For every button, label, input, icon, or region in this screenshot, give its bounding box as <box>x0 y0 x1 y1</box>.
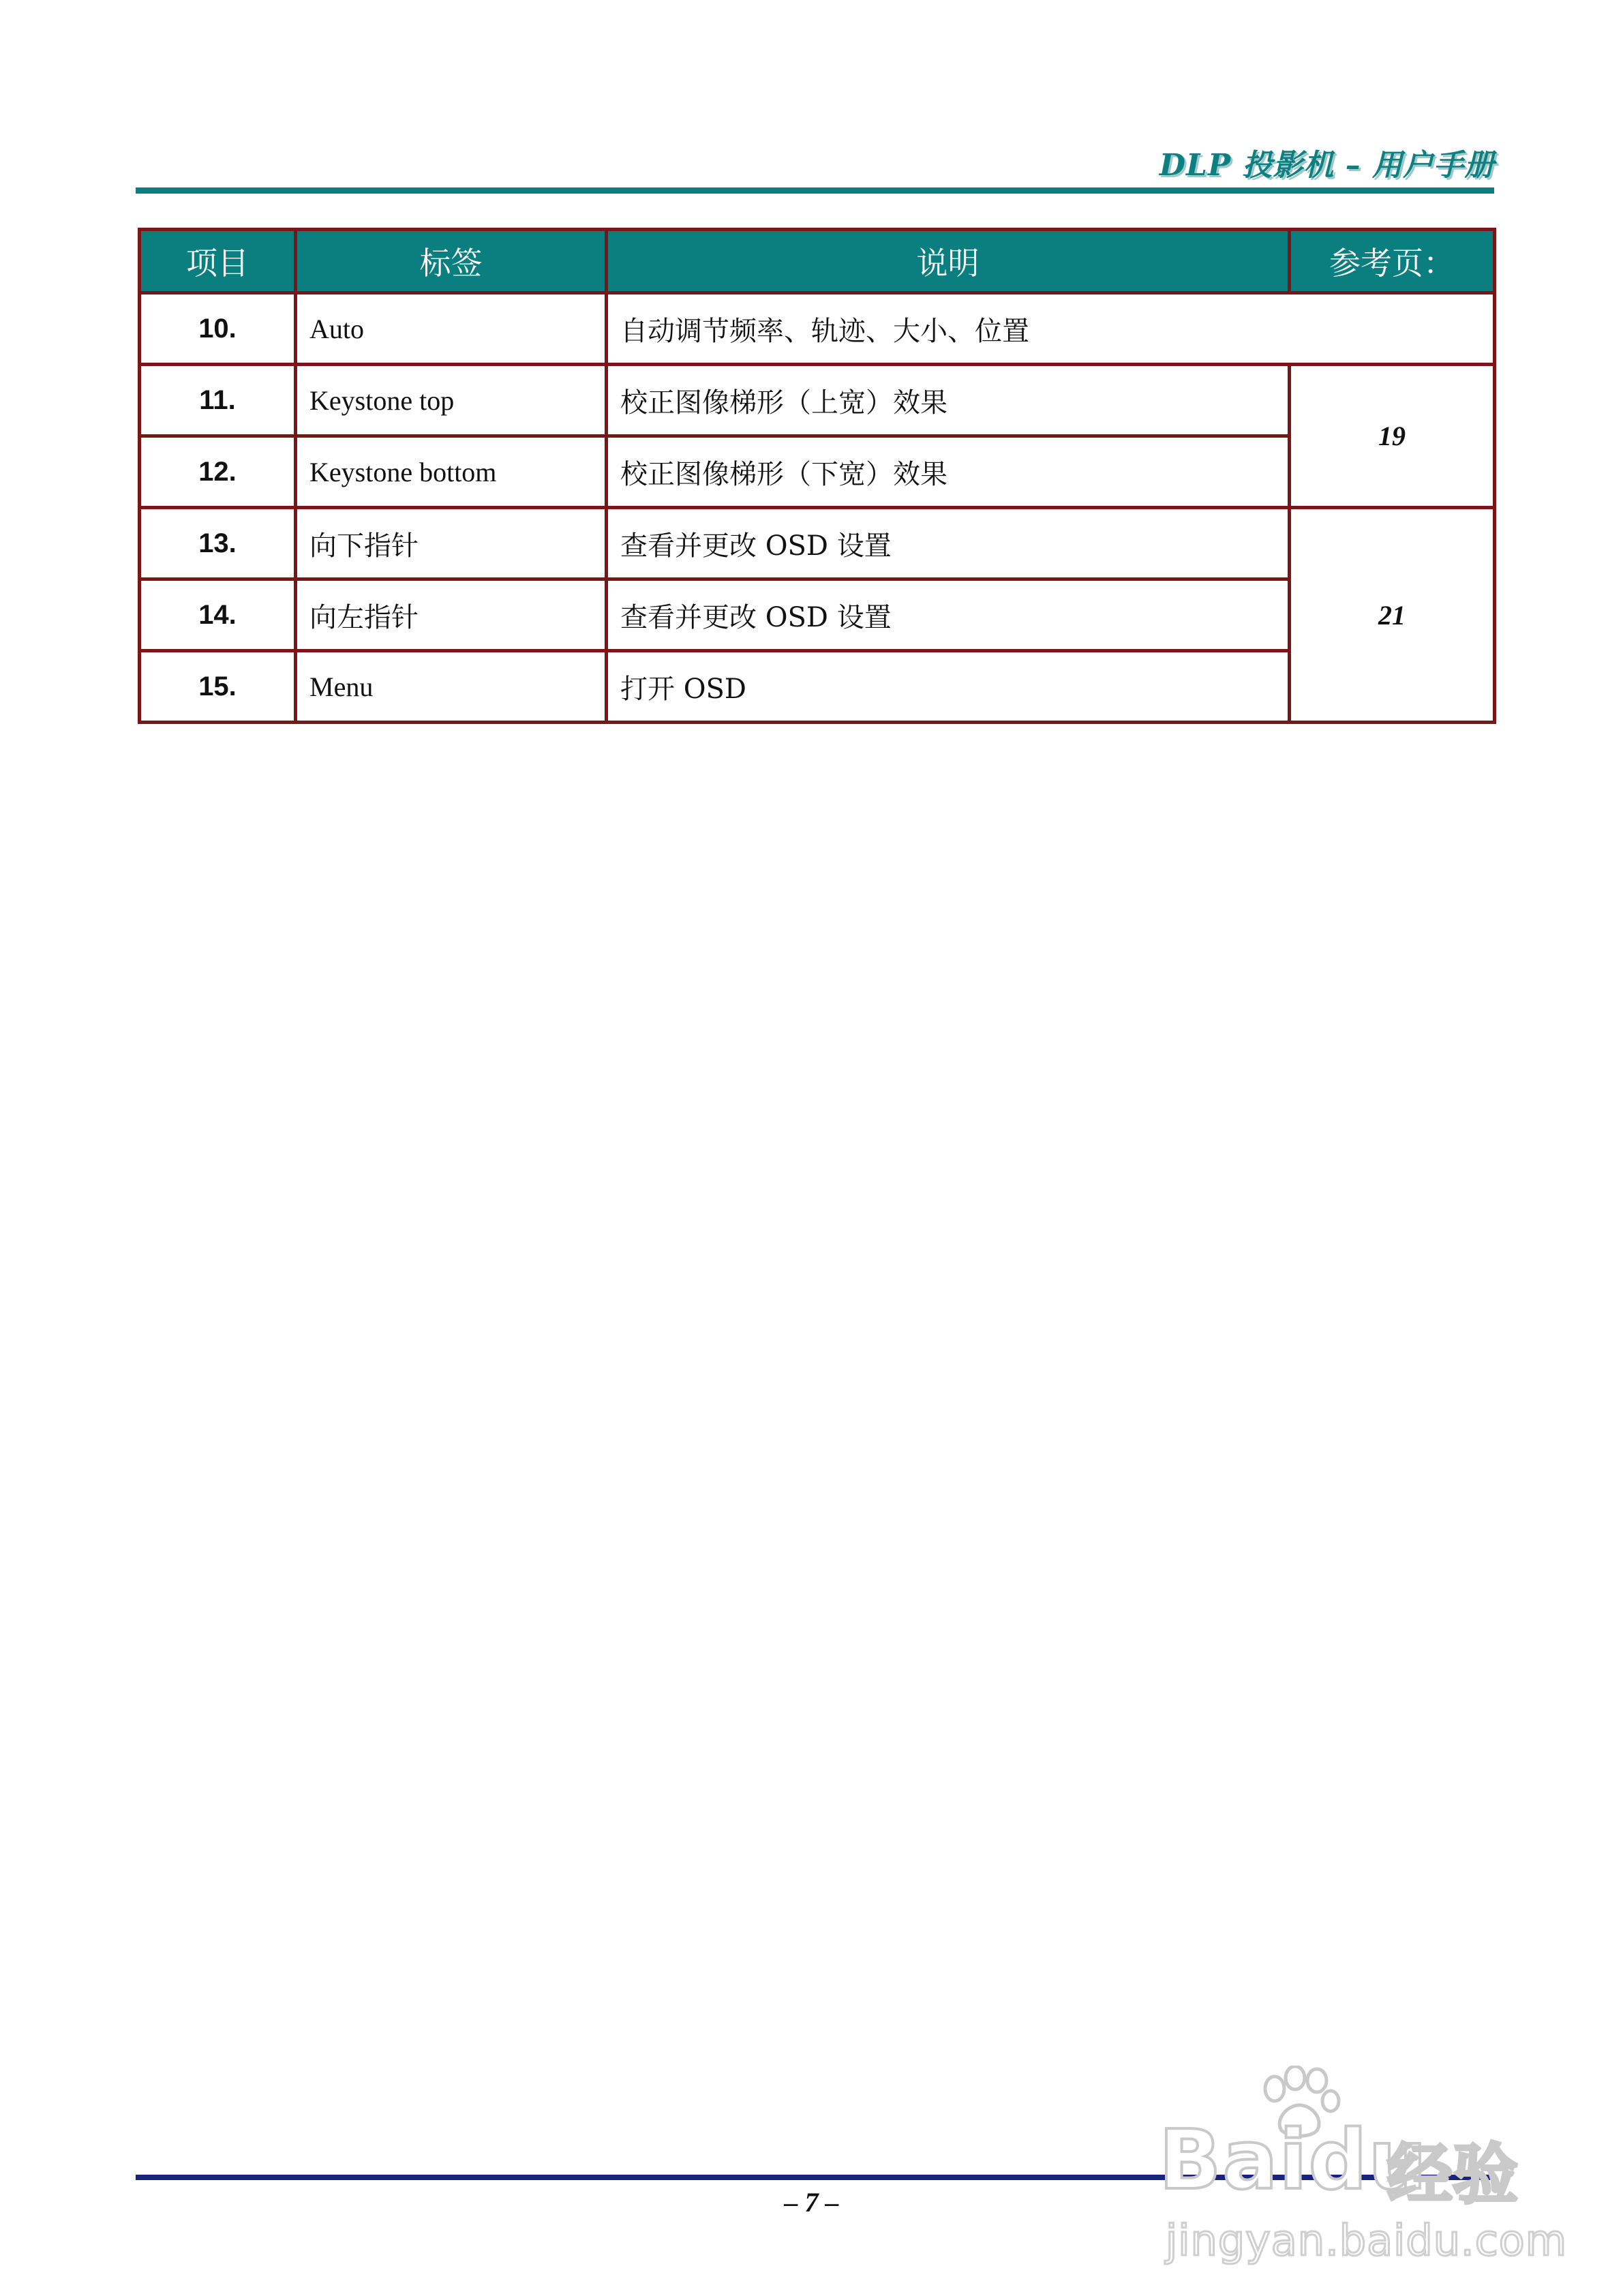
item-label: 向下指针 <box>296 508 607 579</box>
reference-page: 21 <box>1290 508 1495 723</box>
item-number: 14. <box>140 579 296 651</box>
column-header-label: 标签 <box>296 230 607 293</box>
item-number: 12. <box>140 436 296 508</box>
item-number: 10. <box>140 293 296 365</box>
header-divider <box>136 187 1494 194</box>
item-description: 打开 OSD <box>607 651 1290 723</box>
item-number: 11. <box>140 365 296 436</box>
watermark-url: jingyan.baidu.com <box>1166 2216 1568 2265</box>
item-description: 校正图像梯形（下宽）效果 <box>607 436 1290 508</box>
item-label: Menu <box>296 651 607 723</box>
button-reference-table <box>138 228 1496 724</box>
table-row <box>140 293 1495 365</box>
document-header-title: DLP 投影机 – 用户手册 <box>1159 148 1495 183</box>
page-number: – 7 – <box>784 2187 839 2218</box>
column-header-item: 项目 <box>140 230 296 293</box>
column-header-description: 说明 <box>607 230 1290 293</box>
item-description: 查看并更改 OSD 设置 <box>607 579 1290 651</box>
item-label: 向左指针 <box>296 579 607 651</box>
item-label: Auto <box>296 293 607 365</box>
item-description: 查看并更改 OSD 设置 <box>607 508 1290 579</box>
column-header-reference-page: 参考页： <box>1290 230 1495 293</box>
watermark-brand: Baidu <box>1159 2113 1428 2208</box>
item-label: Keystone bottom <box>296 436 607 508</box>
reference-page: 19 <box>1290 365 1495 508</box>
baidu-jingyan-watermark <box>1152 2066 1568 2270</box>
item-label: Keystone top <box>296 365 607 436</box>
item-description: 自动调节频率、轨迹、大小、位置 <box>607 293 1495 365</box>
watermark-product: 经验 <box>1387 2136 1518 2213</box>
table-row <box>140 365 1495 436</box>
item-number: 15. <box>140 651 296 723</box>
table-row <box>140 508 1495 579</box>
item-number: 13. <box>140 508 296 579</box>
table-header-row <box>140 230 1495 293</box>
item-description: 校正图像梯形（上宽）效果 <box>607 365 1290 436</box>
